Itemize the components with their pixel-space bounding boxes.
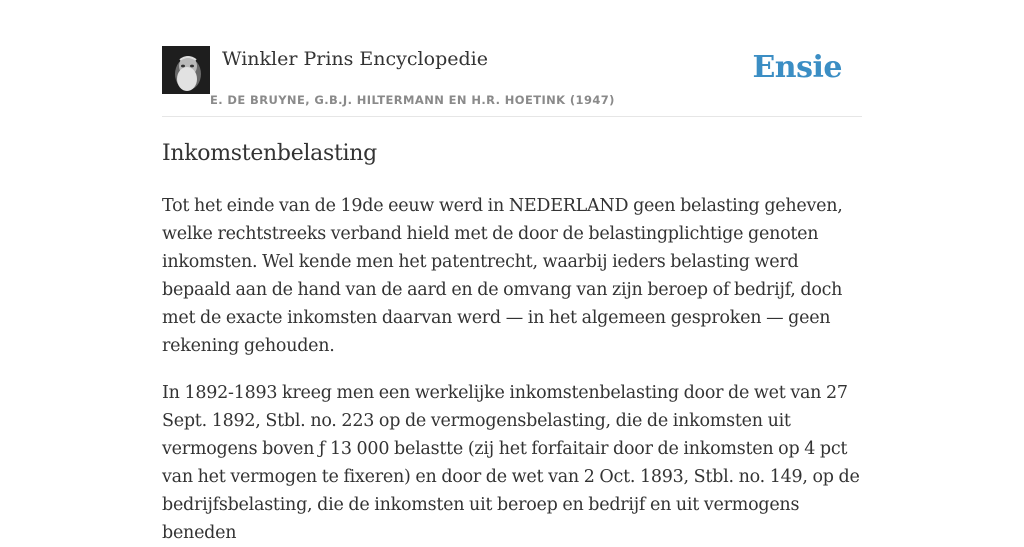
- article-paragraph: Tot het einde van de 19de eeuw werd in NEDERLAND geen belasting geheven, welke rechtstreeks verband hield met de door de belastingplichtige genoten inkomsten. Wel kende men het patentrecht, waarbij ieders belasting werd bepaald aan de hand van de aard en de omvang van zijn beroep of bedrijf, doch met de exacte inkomsten daarvan werd — in het algemeen gesproken — geen rekening gehouden.: [162, 196, 843, 356]
- authors-credit: E. DE BRUYNE, G.B.J. HILTERMANN EN H.R. HOETINK (1947): [210, 93, 615, 107]
- site-header: [162, 46, 862, 117]
- portrait-photo-icon: [162, 46, 210, 94]
- article-paragraph: In 1892-1893 kreeg men een werkelijke inkomstenbelasting door de wet van 27 Sept. 1892, Stbl. no. 223 op de vermogensbelasting, die de inkomsten uit vermogens boven ƒ 13 000 belastte (zij het forfaitair door de inkomsten op 4 pct van het vermogen te fixeren) en door de wet van 2 Oct. 1893, Stbl. no. 149, op de bedrijfsbelasting, die de inkomsten uit beroep en bedrijf en uit vermogens beneden: [162, 383, 860, 543]
- article-title: Inkomstenbelasting: [162, 141, 377, 166]
- site-title[interactable]: Winkler Prins Encyclopedie: [222, 48, 488, 70]
- avatar: [162, 46, 210, 94]
- article: [162, 137, 862, 547]
- brand-logo[interactable]: Ensie: [752, 50, 842, 85]
